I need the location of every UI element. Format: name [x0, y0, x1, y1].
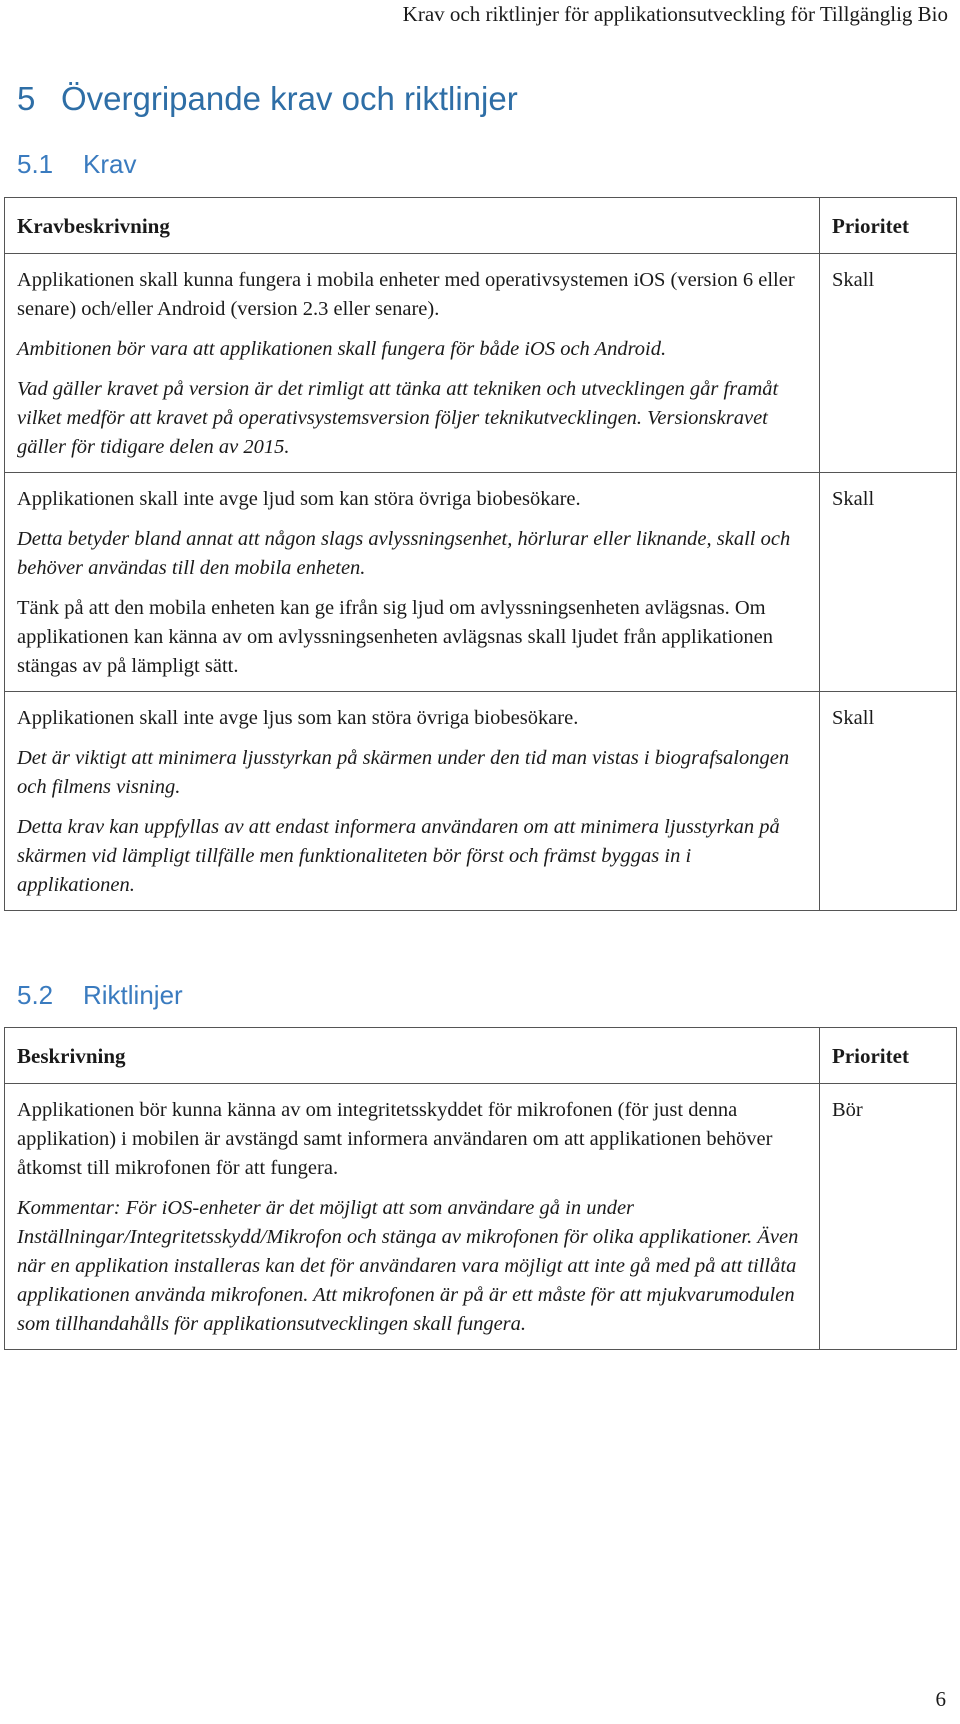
chapter-title: Övergripande krav och riktlinjer: [61, 80, 518, 117]
guideline-text: Applikationen bör kunna känna av om integritetsskyddet för mikrofonen (för just denna applikation) i mobilen är avstängd samt informera användaren om att applikationen behöver åtkomst till mikrofonen för att fungera.: [17, 1099, 773, 1179]
comment-text: Kommentar: För iOS-enheter är det möjligt att som användare gå in under Inställningar/Integritetsskydd/Mikrofon och stänga av mikrofonen för olika applikationer. Även när en applikation installeras kan det för användaren vara möjligt att inte gå med på att tillåta applikationen använda mikrofonen. Att mikrofonen är på är ett måste för att mjukvarumodulen som tillhandahålls för applikationsutvecklingen skall fungera.: [17, 1197, 799, 1335]
table-header-row: [5, 1028, 957, 1084]
comment-text: Detta krav kan uppfyllas av att endast informera användaren om att minimera ljusstyrkan på skärmen vid lämpligt tillfälle men funktionaliteten bör först och främst byggas in i applikationen.: [17, 816, 780, 896]
requirement-text: Applikationen skall kunna fungera i mobila enheter med operativsystemen iOS (version 6 eller senare) och/eller Android (version 2.3 eller senare).: [17, 269, 795, 320]
page-number: 6: [935, 1687, 946, 1711]
requirement-text: Tänk på att den mobila enheten kan ge ifrån sig ljud om avlyssningsenheten avlägsnas. Om applikationen kan känna av om avlyssningsenheten avlägsnas skall ljudet från applikationen stängas av på lämpligt sätt.: [17, 597, 774, 677]
table-row: [5, 254, 957, 473]
guidelines-table: [4, 1027, 957, 1350]
column-header-description: Beskrivning: [5, 1028, 820, 1084]
table-row: [5, 1084, 957, 1350]
section-title: Krav: [83, 149, 137, 179]
table-row: [5, 692, 957, 911]
section-title: Riktlinjer: [83, 980, 183, 1010]
priority-cell: Skall: [820, 692, 957, 911]
description-cell: [5, 254, 820, 473]
section-number: 5.1: [17, 149, 54, 179]
comment-text: Vad gäller kravet på version är det rimligt att tänka att tekniken och utvecklingen går framåt vilket medför att kravet på operativsystemsversion följer teknikutvecklingen. Versionskravet gäller för tidigare delen av 2015.: [17, 378, 779, 458]
column-header-priority: Prioritet: [820, 1028, 957, 1084]
description-cell: [5, 1084, 820, 1350]
comment-text: Det är viktigt att minimera ljusstyrkan på skärmen under den tid man vistas i biografsalongen och filmens visning.: [17, 747, 790, 798]
priority-cell: Skall: [820, 254, 957, 473]
chapter-number: 5: [17, 80, 36, 117]
table-header-row: [5, 198, 957, 254]
priority-cell: Bör: [820, 1084, 957, 1350]
requirement-text: Applikationen skall inte avge ljud som kan störa övriga biobesökare.: [17, 488, 581, 510]
comment-text: Detta betyder bland annat att någon slags avlyssningsenhet, hörlurar eller liknande, skall och behöver användas till den mobila enheten.: [17, 528, 791, 579]
table-row: [5, 473, 957, 692]
requirements-table: [4, 197, 957, 911]
running-header: Krav och riktlinjer för applikationsutveckling för Tillgänglig Bio: [402, 2, 948, 26]
column-header-description: Kravbeskrivning: [5, 198, 820, 254]
section-heading-riktlinjer: [17, 980, 183, 1011]
description-cell: [5, 473, 820, 692]
column-header-priority: Prioritet: [820, 198, 957, 254]
priority-cell: Skall: [820, 473, 957, 692]
section-heading-krav: [17, 149, 136, 180]
section-number: 5.2: [17, 980, 54, 1010]
chapter-heading: [17, 80, 518, 118]
comment-text: Ambitionen bör vara att applikationen skall fungera för både iOS och Android.: [17, 338, 667, 360]
description-cell: [5, 692, 820, 911]
requirement-text: Applikationen skall inte avge ljus som kan störa övriga biobesökare.: [17, 707, 579, 729]
